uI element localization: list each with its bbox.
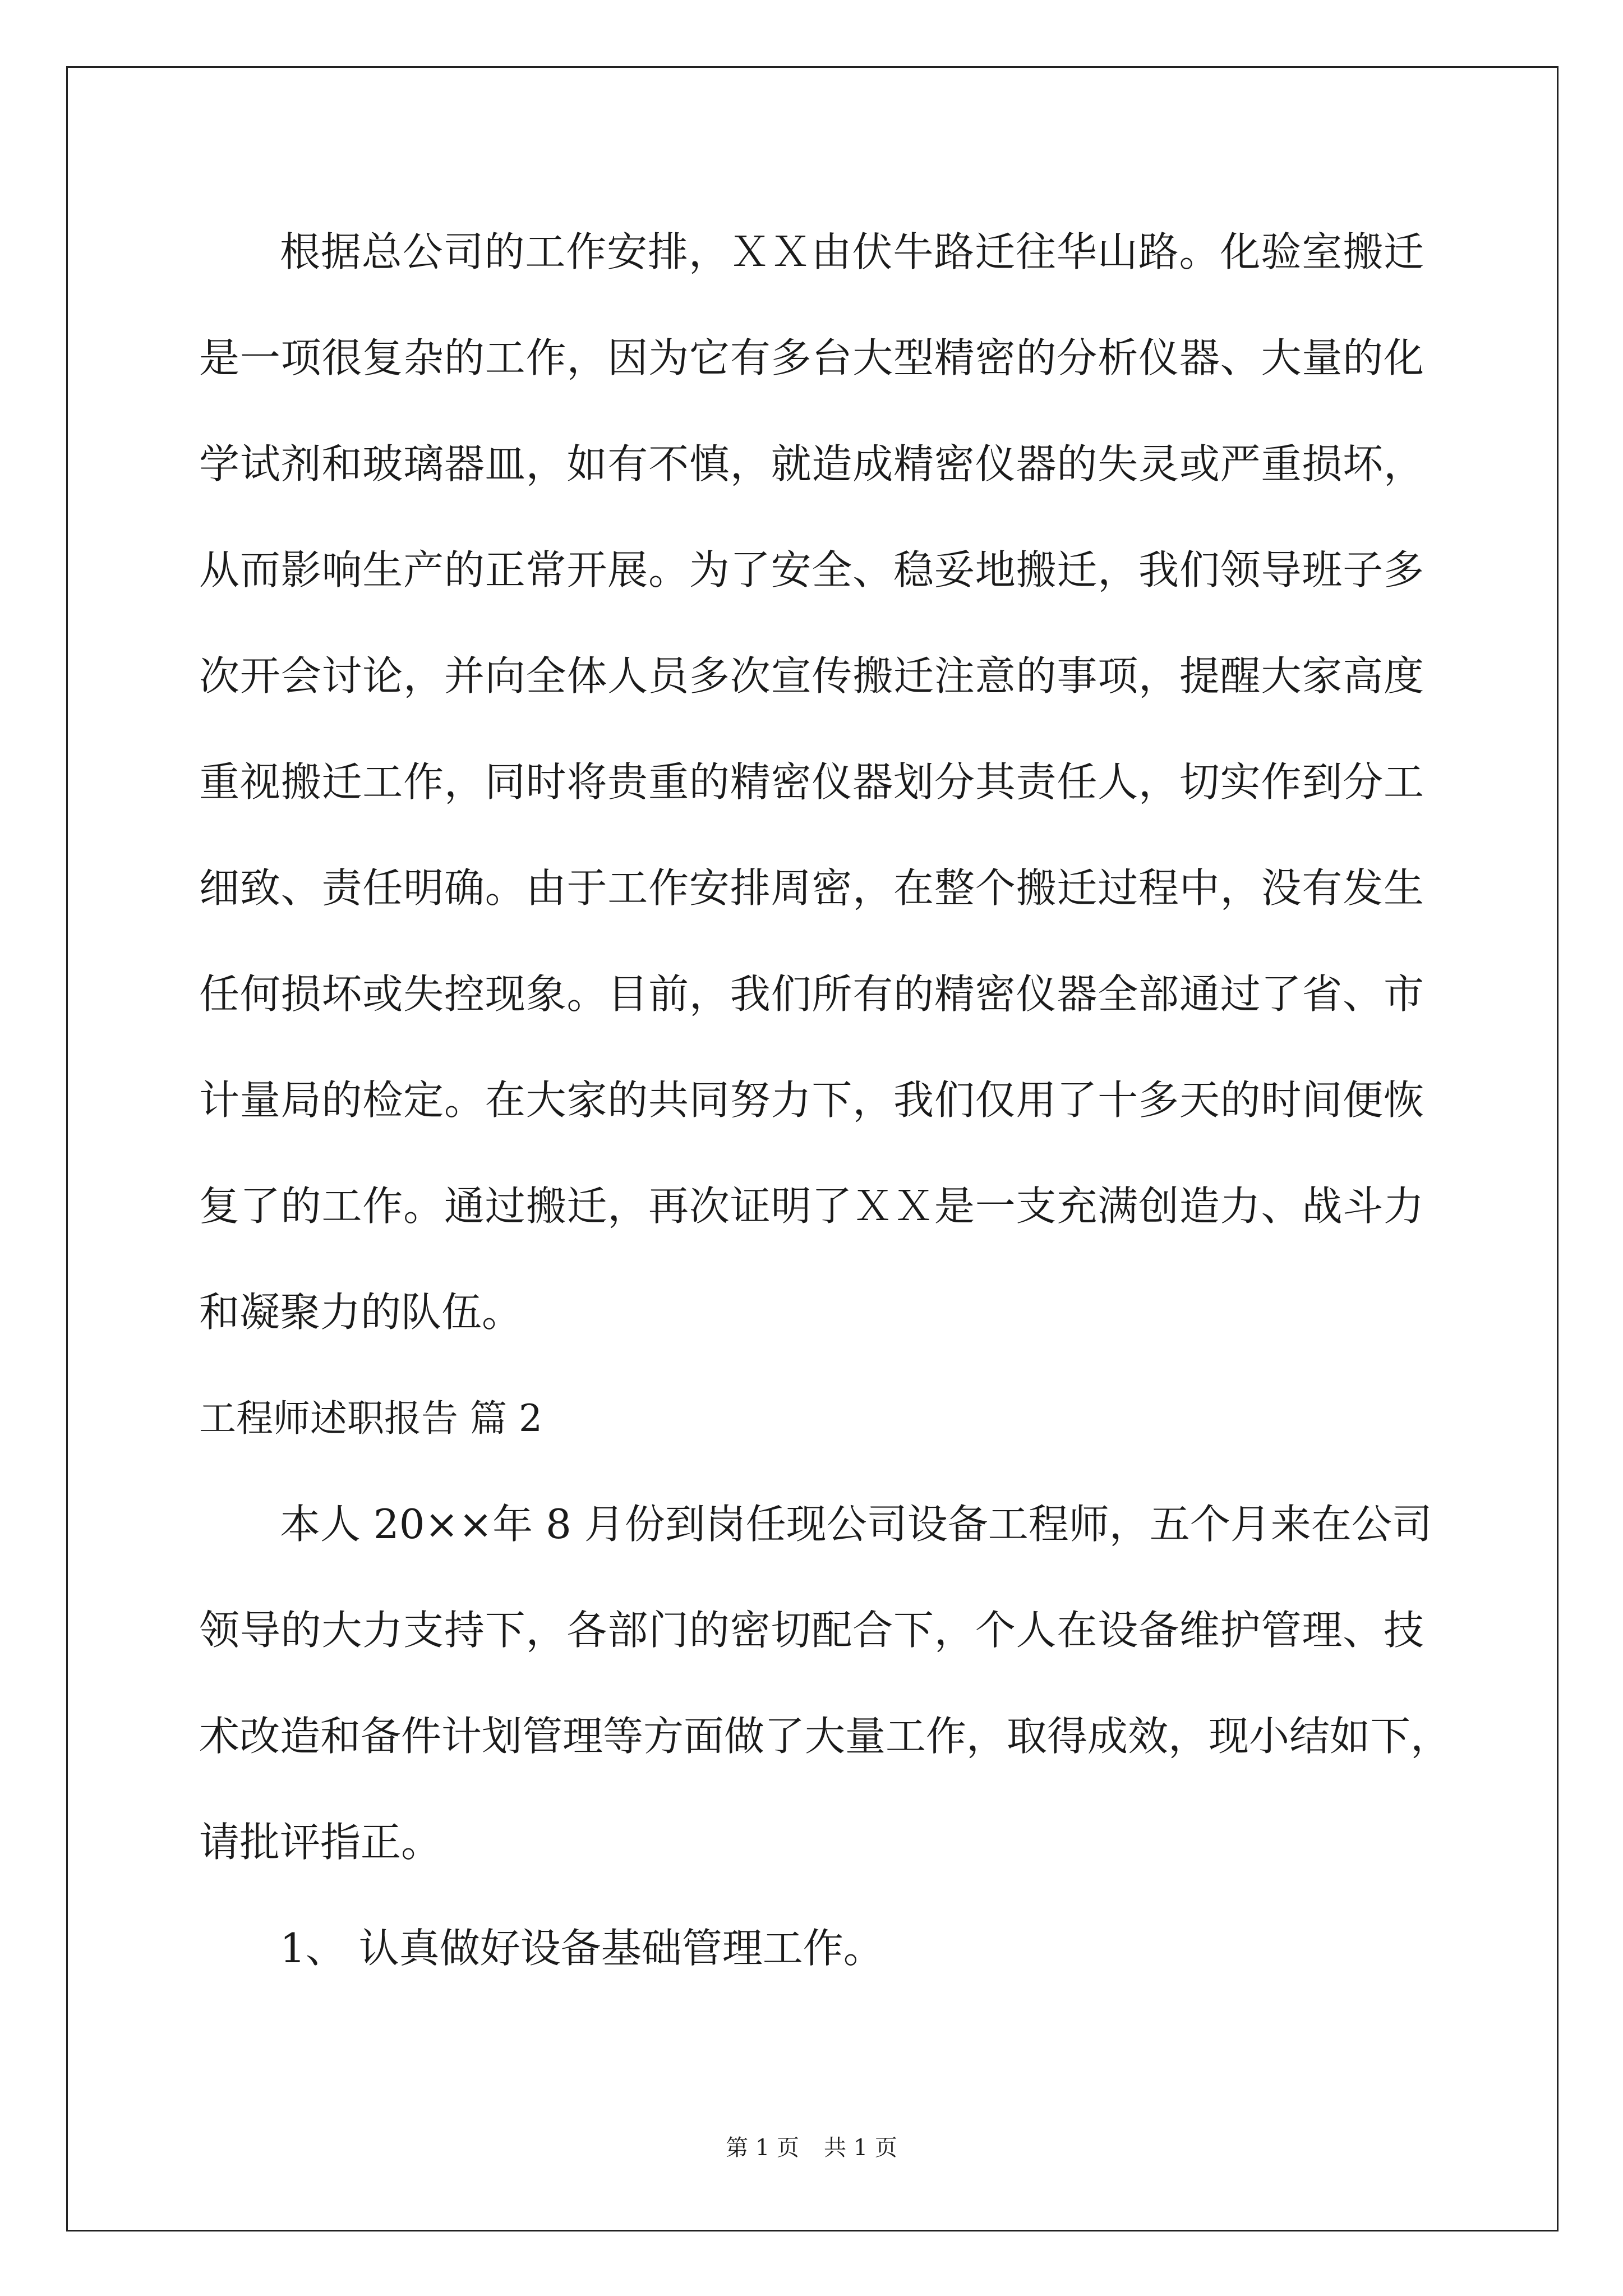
text-line: 任何损坏或失控现象。目前，我们所有的精密仪器全部通过了省、市 [199,970,1424,1018]
text-line: 领导的大力支持下，各部门的密切配合下，个人在设备维护管理、技 [199,1607,1424,1654]
page-number: 第 1 页 [726,2135,799,2161]
text-line: 术改造和备件计划管理等方面做了大量工作，取得成效，现小结如下， [199,1713,1451,1760]
text-line: 次开会讨论，并向全体人员多次宣传搬迁注意的事项，提醒大家高度 [199,652,1424,700]
paragraph-intro [199,1471,1451,1895]
document-body [199,199,1451,2001]
list-item: 1、 认真做好设备基础管理工作。 [280,1925,884,1972]
section-heading: 工程师述职报告 篇 2 [199,1397,542,1440]
page-footer [0,2131,1623,2165]
text-line: 复了的工作。通过搬迁，再次证明了ＸＸ是一支充满创造力、战斗力 [199,1182,1424,1230]
text-line: 学试剂和玻璃器皿，如有不慎，就造成精密仪器的失灵或严重损坏， [199,440,1424,487]
page-total: 共 1 页 [824,2135,897,2161]
text-line: 计量局的检定。在大家的共同努力下，我们仅用了十多天的时间便恢 [199,1076,1424,1124]
text-line: 本人 20××年 8 月份到岗任现公司设备工程师，五个月来在公司 [280,1501,1432,1548]
text-line: 请批评指正。 [199,1819,442,1866]
text-line: 重视搬迁工作，同时将贵重的精密仪器划分其责任人，切实作到分工 [199,758,1424,806]
paragraph-relocation [199,199,1424,1365]
text-line: 从而影响生产的正常开展。为了安全、稳妥地搬迁，我们领导班子多 [199,546,1424,593]
text-line: 细致、责任明确。由于工作安排周密，在整个搬迁过程中，没有发生 [199,864,1424,912]
text-line: 根据总公司的工作安排，ＸＸ由伏牛路迁往华山路。化验室搬迁 [280,228,1424,275]
text-line: 和凝聚力的队伍。 [199,1289,523,1336]
text-line: 是一项很复杂的工作，因为它有多台大型精密的分析仪器、大量的化 [199,334,1424,381]
